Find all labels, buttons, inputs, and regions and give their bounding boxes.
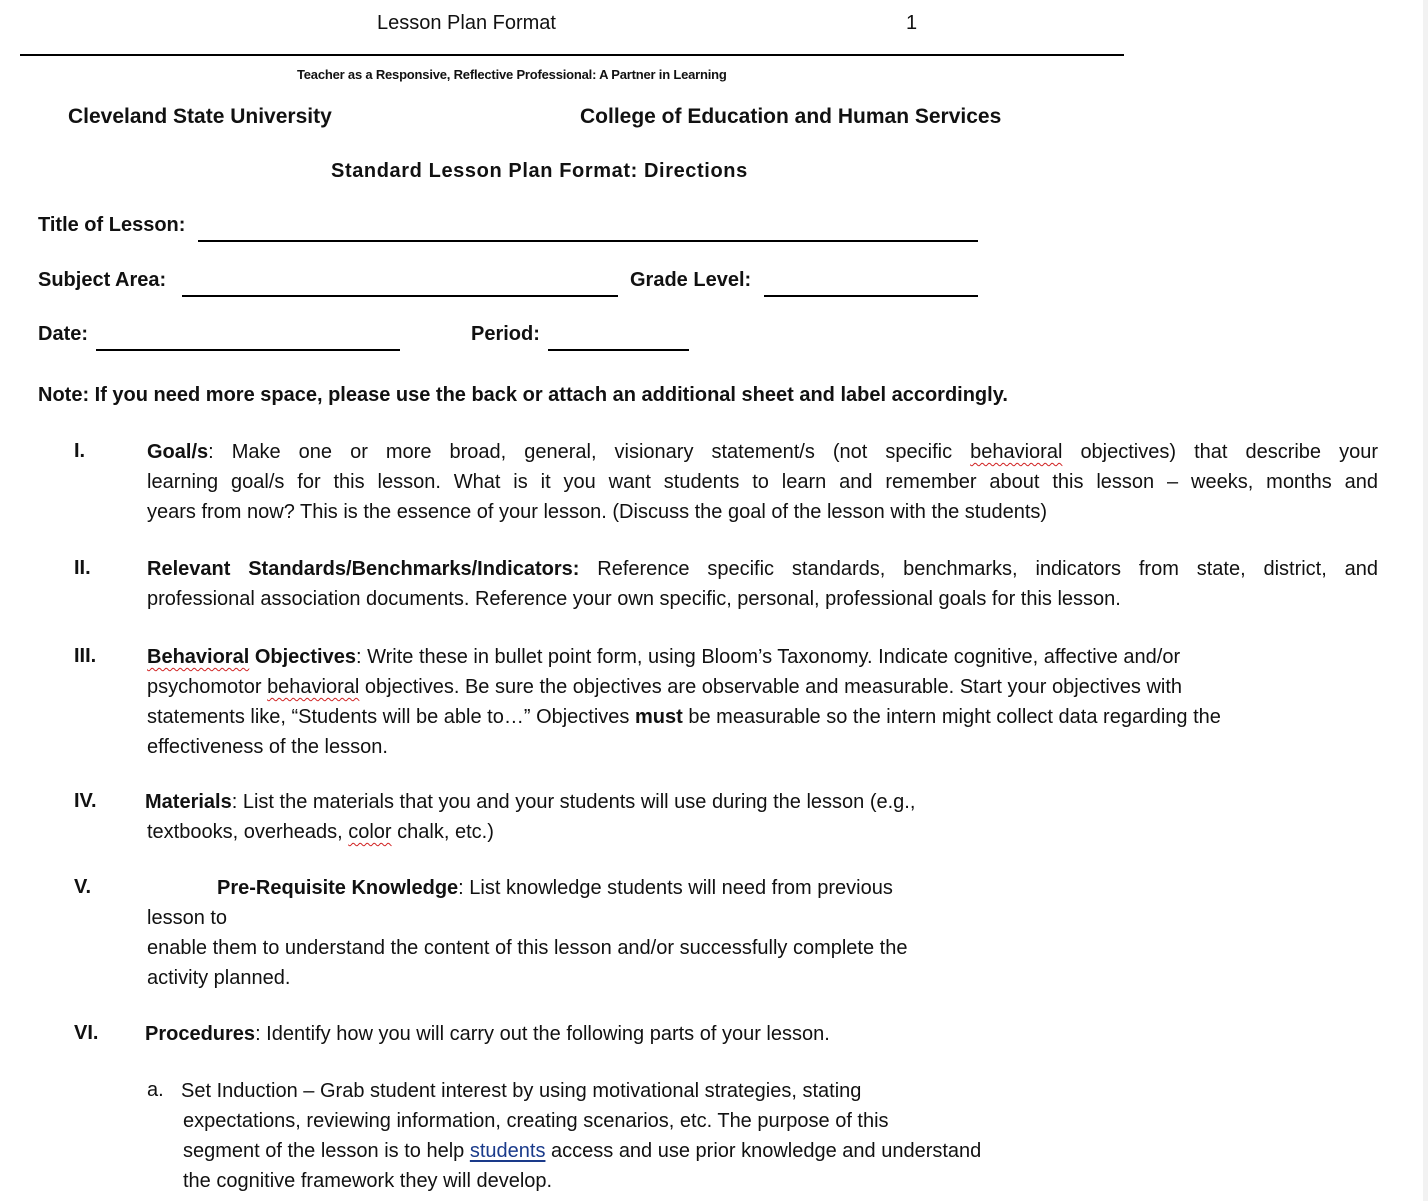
header-divider — [20, 54, 1124, 56]
spellcheck-word: Behavioral — [147, 646, 250, 668]
section-3-heading: Objectives — [249, 646, 356, 668]
section-6-number: VI. — [74, 1022, 99, 1044]
section-2-standards — [147, 554, 1378, 614]
section-6-line-1 — [145, 1019, 1045, 1049]
section-3-text: : Write these in bullet point form, using Bloom’s Taxonomy. Indicate cognitive, affective and/or — [355, 646, 1181, 668]
sub-item-a-set-induction — [181, 1076, 1101, 1196]
section-4-line-1 — [145, 787, 1045, 817]
section-3-text-2a: psychomotor — [147, 676, 268, 698]
section-1-text-b: objectives) that describe your — [1062, 441, 1378, 463]
tagline: Teacher as a Responsive, Reflective Professional: A Partner in Learning — [297, 67, 727, 82]
section-3-line-1 — [147, 642, 1347, 672]
section-6-procedures — [145, 1019, 1045, 1049]
period-line[interactable] — [548, 349, 689, 351]
date-label: Date: — [38, 323, 89, 345]
section-5-line-1 — [147, 873, 1047, 903]
spellcheck-word: behavioral — [267, 676, 360, 698]
hyperlink-students[interactable]: students — [469, 1140, 546, 1162]
section-1-heading: Goal/s — [147, 441, 209, 463]
section-2-heading: Relevant Standards/Benchmarks/Indicators: — [147, 558, 580, 580]
grade-level-label: Grade Level: — [630, 269, 752, 291]
sub-item-a-line-2: expectations, reviewing information, creating scenarios, etc. The purpose of this — [183, 1110, 889, 1132]
page-number: 1 — [906, 12, 918, 34]
section-1-text-a: : Make one or more broad, general, visionary statement/s (not specific — [208, 441, 971, 463]
section-5-text: : List knowledge students will need from previous — [458, 877, 893, 899]
period-label: Period: — [471, 323, 540, 345]
section-5-line-3: enable them to understand the content of this lesson and/or successfully complete the — [147, 937, 908, 959]
section-4-number: IV. — [74, 790, 97, 812]
section-2-line-2: professional association documents. Reference your own specific, personal, professional goals for this lesson. — [147, 588, 1121, 610]
emphasis-must: must — [635, 706, 683, 728]
section-3-line-3 — [147, 702, 1347, 732]
sub-item-a-text-3a: segment of the lesson is to help — [183, 1140, 470, 1162]
section-3-text-3a: statements like, “Students will be able to…” Objectives — [147, 706, 635, 728]
section-5-prerequisite — [147, 873, 1047, 993]
spellcheck-word: color — [348, 821, 392, 843]
section-3-text-2b: objectives. Be sure the objectives are observable and measurable. Start your objectives with — [359, 676, 1183, 698]
section-5-number: V. — [74, 876, 92, 898]
section-1-line-2: learning goal/s for this lesson. What is it you want students to learn and remember about this lesson – weeks, months and — [147, 471, 1378, 493]
section-3-objectives — [147, 642, 1347, 762]
section-1-goals — [147, 437, 1378, 527]
section-6-heading: Procedures — [145, 1023, 256, 1045]
section-5-heading: Pre-Requisite Knowledge — [217, 877, 459, 899]
section-1-line-1 — [147, 437, 1378, 467]
section-1-number: I. — [74, 440, 86, 462]
section-4-materials — [145, 787, 1045, 847]
sub-item-a-marker: a. — [147, 1079, 164, 1101]
date-line[interactable] — [96, 349, 400, 351]
section-5-line-2: lesson to — [147, 907, 228, 929]
note-text: Note: If you need more space, please use the back or attach an additional sheet and label accordingly. — [38, 384, 1008, 406]
university-name: Cleveland State University — [68, 105, 332, 128]
sub-item-a-line-4: the cognitive framework they will develop. — [183, 1170, 553, 1192]
section-4-text-2a: textbooks, overheads, — [147, 821, 349, 843]
section-4-text: : List the materials that you and your students will use during the lesson (e.g., — [231, 791, 916, 813]
sub-item-a-line-3 — [181, 1136, 1101, 1166]
section-2-line-1 — [147, 554, 1378, 584]
section-3-line-2 — [147, 672, 1347, 702]
sub-item-a-text-3b: access and use prior knowledge and understand — [545, 1140, 982, 1162]
section-3-text-3b: be measurable so the intern might collect data regarding the — [682, 706, 1221, 728]
section-4-line-2 — [145, 817, 1045, 847]
spellcheck-word: behavioral — [970, 441, 1063, 463]
title-of-lesson-label: Title of Lesson: — [38, 214, 186, 236]
document-title: Standard Lesson Plan Format: Directions — [331, 160, 748, 182]
section-2-number: II. — [74, 557, 91, 579]
college-name: College of Education and Human Services — [580, 105, 1002, 128]
page-edge — [1423, 0, 1428, 1201]
section-3-number: III. — [74, 645, 97, 667]
sub-item-a-line-1: Set Induction – Grab student interest by using motivational strategies, stating — [181, 1080, 862, 1102]
section-4-text-2b: chalk, etc.) — [391, 821, 494, 843]
subject-area-label: Subject Area: — [38, 269, 167, 291]
section-3-line-4: effectiveness of the lesson. — [147, 736, 388, 758]
section-4-heading: Materials — [145, 791, 232, 813]
section-6-text: : Identify how you will carry out the following parts of your lesson. — [255, 1023, 830, 1045]
header-title: Lesson Plan Format — [377, 12, 556, 34]
section-1-line-3: years from now? This is the essence of your lesson. (Discuss the goal of the lesson with the students) — [147, 501, 1048, 523]
subject-area-line[interactable] — [182, 295, 618, 297]
section-5-line-4: activity planned. — [147, 967, 291, 989]
section-2-text: Reference specific standards, benchmarks, indicators from state, district, and — [579, 558, 1379, 580]
title-of-lesson-line[interactable] — [198, 240, 978, 242]
grade-level-line[interactable] — [764, 295, 978, 297]
